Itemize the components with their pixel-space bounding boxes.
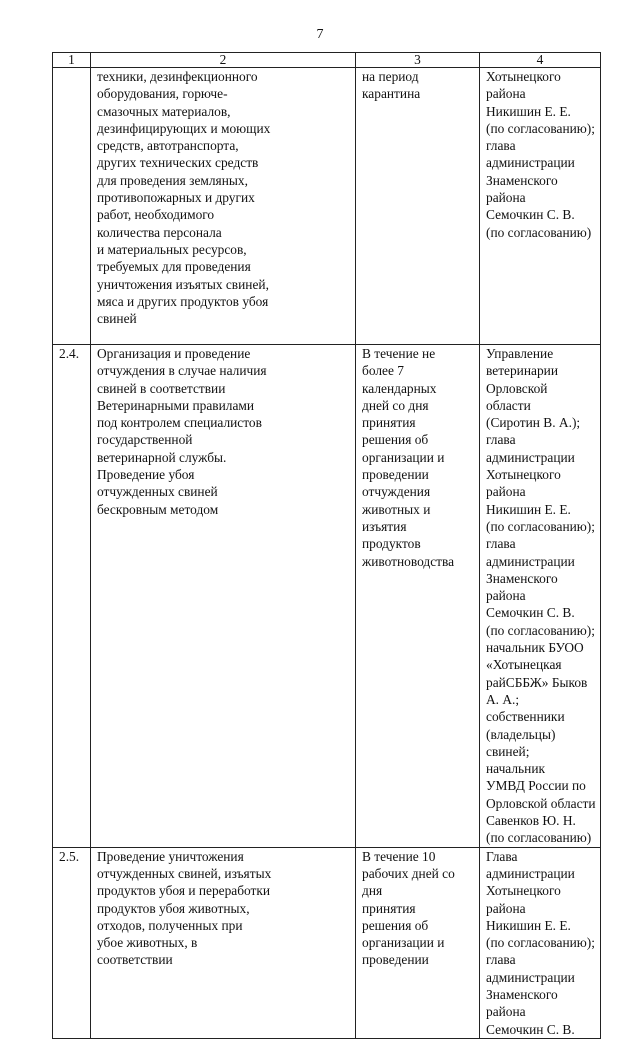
table-row xyxy=(53,68,601,345)
row-responsible: Глава администрации Хотынецкого района Никишин Е. Е. (по согласованию); глава администрации Знаменского района Семочкин С. В. xyxy=(480,847,601,1038)
header-col-1: 1 xyxy=(53,53,91,68)
header-col-3: 3 xyxy=(356,53,480,68)
row-term: В течение 10 рабочих дней со дня принятия решения об организации и проведении xyxy=(356,847,480,1038)
row-number xyxy=(53,68,91,345)
row-action: Проведение уничтожения отчужденных свиней, изъятых продуктов убоя и переработки продуктов убоя животных, отходов, полученных при убое животных, в соответствии xyxy=(91,847,356,1038)
header-col-4: 4 xyxy=(480,53,601,68)
table-row xyxy=(53,847,601,1038)
row-action: техники, дезинфекционного оборудования, горюче- смазочных материалов, дезинфицирующих и моющих средств, автотранспорта, других технических средств для проведения земляных, противопожарных и других работ, необходимого количества персонала и материальных ресурсов, требуемых для проведения уничтожения изъятых свиней, мяса и других продуктов убоя свиней xyxy=(91,68,356,345)
row-term: на период карантина xyxy=(356,68,480,345)
table-header-row xyxy=(53,53,601,68)
table-row xyxy=(53,345,601,848)
measures-table xyxy=(52,52,601,1039)
row-action: Организация и проведение отчуждения в случае наличия свиней в соответствии Ветеринарными правилами под контролем специалистов государственной ветеринарной службы. Проведение убоя отчужденных свиней бескровным методом xyxy=(91,345,356,848)
row-responsible: Хотынецкого района Никишин Е. Е. (по согласованию); глава администрации Знаменского района Семочкин С. В. (по согласованию) xyxy=(480,68,601,345)
row-number: 2.5. xyxy=(53,847,91,1038)
header-col-2: 2 xyxy=(91,53,356,68)
row-responsible: Управление ветеринарии Орловской области (Сиротин В. А.); глава администрации Хотынецкого района Никишин Е. Е. (по согласованию); глава администрации Знаменского района Семочкин С. В. (по согласованию); начальник БУОО «Хотынецкая райСББЖ» Быков А. А.; собственники (владельцы) свиней; начальник УМВД России по Орловской области Савенков Ю. Н. (по согласованию) xyxy=(480,345,601,848)
row-term: В течение не более 7 календарных дней со дня принятия решения об организации и проведении отчуждения животных и изъятия продуктов животноводства xyxy=(356,345,480,848)
page-number: 7 xyxy=(316,27,324,42)
row-number: 2.4. xyxy=(53,345,91,848)
